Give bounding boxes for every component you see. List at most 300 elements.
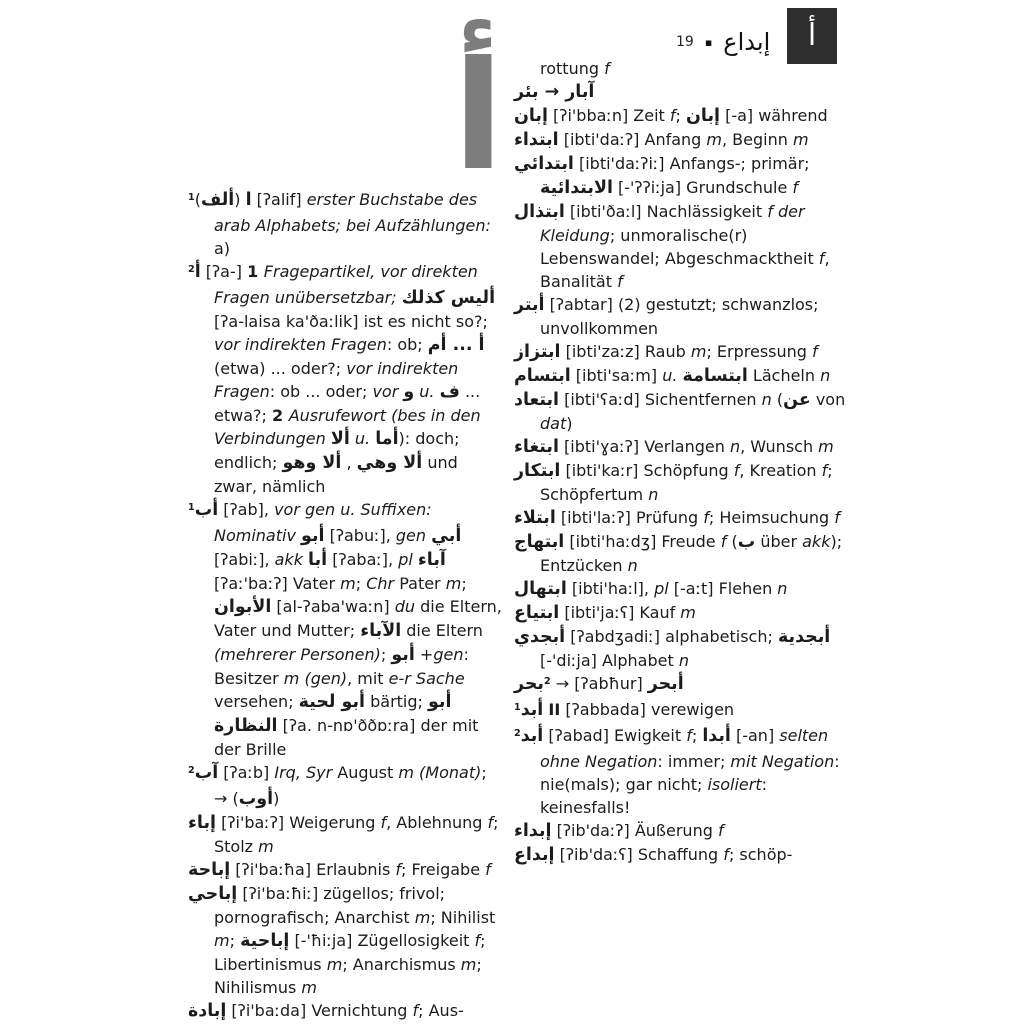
arabic-text: أما <box>375 429 399 449</box>
dictionary-entry <box>514 57 847 80</box>
entry-text: ; <box>355 574 367 593</box>
entry-text: m <box>792 130 809 149</box>
entry-text: Anfangs-; primär; <box>669 154 810 173</box>
entry-text: n <box>820 366 831 385</box>
entry-text: f <box>723 845 729 864</box>
phonetic-transcription: [ʔabħur] <box>574 674 648 693</box>
phonetic-transcription: [-'ħiːja] <box>289 931 358 950</box>
phonetic-transcription: [ʔa-laisa ka'ðaːlik] <box>214 312 364 331</box>
entry-text: zügellos; frivol; pornografisch; Anarchist <box>214 884 446 927</box>
phonetic-transcription: [ibti'ɣaːʔ] <box>558 437 645 456</box>
entry-text: ... etwa?; <box>214 382 481 425</box>
arabic-text: ابتغاء <box>514 437 559 457</box>
entry-text: f der Kleidung <box>540 202 805 245</box>
entry-text: f <box>717 821 724 840</box>
entry-text: f <box>792 178 799 197</box>
phonetic-transcription: [ʔaːb] <box>218 763 275 782</box>
dictionary-entry <box>514 364 847 388</box>
entry-text: , <box>341 453 357 472</box>
phonetic-transcription: [ibti'kaːr] <box>560 461 644 480</box>
dictionary-entry <box>514 128 847 152</box>
entry-text: vor <box>372 382 404 401</box>
entry-text: bärtig; <box>365 692 428 711</box>
entry-text: Zeit <box>633 106 670 125</box>
entry-text: ; unmoralische(r) Lebenswandel; Abgeschmacktheit <box>540 226 819 268</box>
entry-text: Weigerung <box>289 813 381 832</box>
entry-text: , <box>264 550 275 569</box>
page-header <box>676 28 770 56</box>
phonetic-transcription: [ʔi'baːħa] <box>230 860 317 879</box>
entry-text: : Besitzer <box>214 645 469 688</box>
entry-text: ; schöp- <box>728 845 793 864</box>
entry-text: Lächeln <box>747 366 821 385</box>
entry-text: du <box>394 597 421 616</box>
dictionary-entry <box>514 459 847 506</box>
entry-text: f <box>395 860 402 879</box>
entry-text: ; Stolz <box>214 813 499 856</box>
entry-text: ; Heimsuchung <box>708 508 835 527</box>
arabic-text: إبداع <box>514 845 555 865</box>
arabic-text: أبدا <box>702 726 731 746</box>
phonetic-transcription: [-an] <box>730 726 780 745</box>
dictionary-entry <box>514 435 847 459</box>
arabic-text: أبي <box>431 526 462 546</box>
homograph-superscript: 2 <box>188 263 195 275</box>
entry-text: m <box>340 574 356 593</box>
phonetic-transcription: [ʔabbada] <box>565 700 652 719</box>
dictionary-entry <box>514 698 847 724</box>
entry-text: dat <box>540 414 567 433</box>
phonetic-transcription: [ibti'haːl] <box>566 579 644 598</box>
entry-text: pl <box>654 579 674 598</box>
entry-text: August <box>337 763 399 782</box>
entry-text: vor indirekten Fragen <box>214 359 459 401</box>
entry-text: Fragepartikel, vor direkten Fragen unübersetzbar; <box>214 262 478 307</box>
entry-text: m <box>214 931 230 950</box>
entry-text: gen <box>433 645 464 664</box>
arabic-text: إباء <box>188 813 216 833</box>
phonetic-transcription: [ibti'jaːʕ] <box>559 603 640 622</box>
entry-text: und zwar, nämlich <box>214 453 458 496</box>
entry-text: Sichentfernen <box>644 390 762 409</box>
entry-text: akk <box>802 532 831 551</box>
phonetic-transcription: [ibti'daːʔiː] <box>573 154 670 173</box>
arabic-text: إبادة <box>188 1001 227 1021</box>
entry-text: f <box>818 249 825 268</box>
arabic-text: إبان <box>514 106 548 126</box>
phonetic-transcription: [ibti'zaːz] <box>560 342 645 361</box>
entry-text: ; <box>229 931 241 950</box>
header-guide-word: إبداع <box>723 28 771 56</box>
entry-text: der mit der Brille <box>214 716 479 759</box>
entry-text: f <box>474 931 481 950</box>
arabic-text: ب <box>737 532 756 552</box>
homograph-superscript: 1 <box>188 191 195 203</box>
arabic-text: أوب <box>238 789 274 809</box>
phonetic-transcription: [-'ʔʔiːja] <box>612 178 687 197</box>
entry-text: f <box>703 508 709 527</box>
bullet-separator-icon: ▪ <box>704 35 713 49</box>
entry-text: ist es nicht so?; <box>363 312 488 331</box>
entry-text: n <box>777 579 788 598</box>
entry-text: Vernichtung <box>311 1001 413 1020</box>
entry-text: e-r Sache <box>388 669 465 688</box>
entry-text: ; → ( <box>214 763 487 808</box>
arabic-text: أبجدي <box>514 627 566 647</box>
entry-text: m (Monat) <box>398 763 482 782</box>
dictionary-entry <box>514 843 847 867</box>
phonetic-transcription: [ʔa-] <box>200 262 248 281</box>
phonetic-transcription: [al-ʔaba'waːn] <box>271 597 395 616</box>
entry-text: ; Aus- <box>418 1001 464 1020</box>
entry-text: n <box>761 390 772 409</box>
entry-text: ) <box>234 190 246 209</box>
entry-text: f <box>669 106 676 125</box>
entry-text: Flehen <box>718 579 778 598</box>
entry-text: : immer; <box>657 752 731 771</box>
entry-text: ; Freigabe <box>401 860 486 879</box>
dictionary-entry <box>188 498 504 761</box>
entry-text: ( <box>771 390 784 409</box>
dictionary-entry <box>188 811 504 858</box>
homograph-superscript: 1 <box>514 701 521 713</box>
arabic-text: ابتسامة <box>682 366 748 386</box>
phonetic-transcription: [ibti'ʕaːd] <box>558 390 645 409</box>
entry-text: selten ohne Negation <box>540 726 829 771</box>
arabic-text: آباء <box>417 550 446 570</box>
arabic-text: ابتعاد <box>514 390 559 410</box>
arabic-text: أ ... أم <box>427 335 485 355</box>
dictionary-entry <box>514 104 847 128</box>
phonetic-transcription: [ibti'daːʔ] <box>558 130 645 149</box>
entry-text: f <box>487 813 494 832</box>
arabic-text: آبار → بئر <box>514 82 595 102</box>
phonetic-transcription: [ʔab] <box>218 500 264 519</box>
entry-text: Nachlässigkeit <box>646 202 768 221</box>
entry-text: gen <box>395 526 432 545</box>
entry-text: Schaffung <box>637 845 724 864</box>
dictionary-entry <box>188 882 504 999</box>
arabic-text: أب <box>194 500 219 520</box>
entry-text: ; Schöpfertum <box>540 461 833 504</box>
entry-text: m <box>680 603 696 622</box>
arabic-text: ألا وهي <box>356 453 423 473</box>
entry-text: (2) gestutzt; schwanzlos; unvollkommen <box>540 295 819 338</box>
dictionary-entry <box>514 601 847 625</box>
arabic-text: إبان <box>686 106 720 126</box>
entry-text: ) <box>566 414 573 433</box>
entry-text: vor gen u. Suffixen: Nominativ <box>214 500 432 545</box>
entry-text: → <box>550 674 575 693</box>
right-column <box>514 57 847 867</box>
arabic-text: ألا وهو <box>282 453 342 473</box>
dictionary-entry <box>514 672 847 698</box>
entry-text: , Beginn <box>722 130 793 149</box>
dictionary-entry <box>514 152 847 200</box>
arabic-text: إبداء <box>514 821 552 841</box>
phonetic-transcription: [ʔib'daːʕ] <box>554 845 638 864</box>
phonetic-transcription: [ʔabaː] <box>327 550 389 569</box>
entry-text: ( <box>726 532 738 551</box>
dictionary-entry <box>514 724 847 819</box>
arabic-text: إباحية <box>240 931 290 951</box>
entry-text: : ob; <box>386 335 428 354</box>
entry-text: : ob ... oder; <box>269 382 373 401</box>
phonetic-transcription: [ibti'ðaːl] <box>564 202 647 221</box>
dictionary-entry <box>188 761 504 811</box>
entry-text: f <box>720 532 727 551</box>
arabic-text: أبتر <box>514 295 545 315</box>
entry-text: ; <box>675 106 687 125</box>
arabic-text: إباحة <box>188 860 231 880</box>
entry-text: Grundschule <box>686 178 793 197</box>
arabic-text: ابتهاج <box>514 532 565 552</box>
entry-text: Alphabet <box>601 651 679 670</box>
arabic-text: أبحر <box>647 674 684 694</box>
entry-text: versehen; <box>214 692 299 711</box>
entry-text: (mehrerer Personen) <box>214 645 381 664</box>
dictionary-entry <box>514 530 847 577</box>
entry-text: die Eltern <box>401 621 483 640</box>
entry-text: Erlaubnis <box>316 860 396 879</box>
entry-text: mit Negation <box>730 752 835 771</box>
entry-text: isoliert <box>707 775 762 794</box>
phonetic-transcription: [ʔi'bbaːn] <box>547 106 634 125</box>
phonetic-transcription: [ʔabad] <box>543 726 615 745</box>
entry-text: ; Nihilist <box>430 908 496 927</box>
entry-text: Ewigkeit <box>614 726 687 745</box>
arabic-text: ابتسام <box>514 366 571 386</box>
arabic-text: الابتدائية <box>540 178 613 198</box>
entry-text: , <box>385 526 396 545</box>
entry-text: Chr <box>366 574 400 593</box>
dictionary-entry <box>188 858 504 882</box>
phonetic-transcription: [ʔi'baːʔ] <box>216 813 290 832</box>
phonetic-transcription: [-'diːja] <box>540 651 602 670</box>
entry-text: (etwa) ... oder?; <box>214 359 347 378</box>
phonetic-transcription: [ʔabuː] <box>324 526 386 545</box>
entry-text: f <box>412 1001 419 1020</box>
dictionary-entry <box>188 188 504 260</box>
entry-text: ; Anarchismus <box>342 955 461 974</box>
arabic-text: ابتكار <box>514 461 561 481</box>
phonetic-transcription: [ʔabiː] <box>214 550 265 569</box>
arabic-text: ا <box>245 190 252 210</box>
dictionary-entry <box>514 506 847 530</box>
phonetic-transcription: [ibti'laːʔ] <box>555 508 636 527</box>
entry-text: : nie(mals); gar nicht; <box>540 752 840 794</box>
phonetic-transcription: [ʔib'daːʔ] <box>551 821 635 840</box>
left-column <box>188 30 504 1023</box>
phonetic-transcription: [ibti'saːm] <box>570 366 663 385</box>
entry-text: , Kreation <box>739 461 822 480</box>
arabic-text: أبا <box>308 550 328 570</box>
entry-text: Raub <box>644 342 691 361</box>
entry-text: II <box>548 700 561 719</box>
arabic-text: ابتزاز <box>514 342 561 362</box>
phonetic-transcription: [ʔabdʒadiː] <box>565 627 666 646</box>
entry-text: f <box>812 342 818 361</box>
arabic-text: الآباء <box>360 621 402 641</box>
entry-text: von <box>810 390 846 409</box>
arabic-text: بحر <box>514 674 544 694</box>
entry-text: f <box>604 59 610 78</box>
arabic-text: ألف <box>200 190 235 210</box>
dictionary-entry <box>514 577 847 601</box>
arabic-text: ابتداء <box>514 130 559 150</box>
tab-letter: أ <box>807 18 817 53</box>
entry-text: f <box>733 461 740 480</box>
entry-text: n <box>729 437 741 456</box>
homograph-superscript: 2 <box>543 675 551 687</box>
dictionary-entry <box>514 200 847 293</box>
entry-text: m <box>326 955 343 974</box>
entry-text: m <box>445 574 462 593</box>
entry-text: 1 <box>247 262 264 281</box>
arabic-text: أبد <box>520 700 544 720</box>
entry-text: f <box>380 813 387 832</box>
arabic-text: إباحي <box>188 884 238 904</box>
dictionary-entry <box>514 340 847 364</box>
entry-text: vor indirekten Fragen <box>214 335 387 354</box>
entry-text: m <box>818 437 834 456</box>
entry-text: während <box>758 106 828 125</box>
dictionary-entry <box>514 819 847 843</box>
phonetic-transcription: [ʔalif] <box>251 190 307 209</box>
entry-text: ; <box>380 645 392 664</box>
entry-text: Kauf <box>639 603 681 622</box>
entry-text: a) <box>214 239 231 258</box>
entry-text: ) <box>273 789 280 808</box>
arabic-text: ابتياع <box>514 603 560 623</box>
dictionary-entry <box>514 388 847 435</box>
arabic-text: أبد <box>520 726 544 746</box>
entry-text: Vater <box>292 574 341 593</box>
homograph-superscript: 2 <box>188 764 195 776</box>
entry-text: , <box>263 500 275 519</box>
entry-text: Zügellosigkeit <box>357 931 475 950</box>
entry-text: rottung <box>540 59 605 78</box>
entry-text: Ausrufewort (bes in den Verbindungen <box>214 406 481 448</box>
entry-text: f <box>617 272 623 291</box>
phonetic-transcription: [ʔabtar] <box>544 295 618 314</box>
entry-text: ; Libertinismus <box>214 931 486 974</box>
entry-text: f <box>821 461 828 480</box>
arabic-text: أبو النظارة <box>214 692 452 736</box>
entry-text: m <box>690 342 707 361</box>
entry-text: Anfang <box>644 130 707 149</box>
entry-text: ); Entzücken <box>540 532 843 575</box>
phonetic-transcription: [ʔi'baːħiː] <box>237 884 324 903</box>
entry-text: Freude <box>661 532 721 551</box>
arabic-text: أبو <box>391 645 415 665</box>
arabic-text: أبو <box>301 526 325 546</box>
entry-text: , Banalität <box>540 249 830 291</box>
entry-text: u. <box>662 366 683 385</box>
entry-text: , Ablehnung <box>386 813 488 832</box>
entry-text: + <box>414 645 434 664</box>
entry-text: n <box>627 556 638 575</box>
arabic-text: الأبوان <box>214 597 272 617</box>
phonetic-transcription: [ʔa. n-nɒ'ððɒːra] <box>277 716 421 735</box>
phonetic-transcription: [ʔaː'baːʔ] <box>214 574 293 593</box>
entry-text: m <box>706 130 722 149</box>
arabic-text: و <box>403 382 415 402</box>
entry-text: f <box>485 860 491 879</box>
entry-text: Irq, Syr <box>274 763 338 782</box>
arabic-text: أبو لحية <box>298 692 366 712</box>
arabic-text: ابتهال <box>514 579 567 599</box>
entry-text: m <box>258 837 274 856</box>
dictionary-entry <box>514 293 847 340</box>
phonetic-transcription: [ʔi'baːda] <box>226 1001 312 1020</box>
entry-text: , mit <box>347 669 389 688</box>
dictionary-entry <box>514 625 847 672</box>
entry-text: erster Buchstabe des arab Alphabets; bei Aufzählungen: <box>214 190 491 235</box>
entry-text: über <box>755 532 803 551</box>
entry-text: alphabetisch; <box>665 627 778 646</box>
entry-text: n <box>648 485 659 504</box>
entry-text: Prüfung <box>636 508 704 527</box>
arabic-text: أليس كذلك <box>401 288 496 308</box>
entry-text: ; <box>691 726 703 745</box>
arabic-text: أبجدية <box>777 627 831 647</box>
entry-text: : keinesfalls! <box>540 775 768 817</box>
entry-text: u. <box>414 382 440 401</box>
homograph-superscript: 2 <box>514 727 521 739</box>
entry-text: ): doch; endlich; <box>214 429 460 472</box>
entry-text: m (gen) <box>283 669 348 688</box>
arabic-text: ابتدائي <box>514 154 574 174</box>
phonetic-transcription: [-aːt] <box>673 579 719 598</box>
arabic-text: أ <box>194 262 201 282</box>
entry-text: , <box>388 550 399 569</box>
entry-text: Pater <box>399 574 446 593</box>
entry-text: verewigen <box>651 700 735 719</box>
entry-text: m <box>301 978 317 997</box>
entry-text: m <box>414 908 431 927</box>
entry-text: die Eltern, Vater und Mutter; <box>214 597 502 640</box>
entry-text: ; Nihilismus <box>214 955 482 997</box>
entry-text: , Wunsch <box>740 437 819 456</box>
dictionary-entry <box>188 999 504 1023</box>
entry-text: f <box>686 726 692 745</box>
entry-text: Schöpfung <box>643 461 734 480</box>
phonetic-transcription: [ibti'haːdʒ] <box>564 532 662 551</box>
entry-text: ; Erpressung <box>706 342 813 361</box>
dictionary-entry <box>188 260 504 498</box>
entry-text: ; <box>461 574 467 593</box>
section-letter: أ <box>452 30 504 204</box>
entry-text: m <box>460 955 477 974</box>
entry-text: pl <box>398 550 418 569</box>
left-column-entries <box>188 188 504 1023</box>
entry-text: , <box>643 579 655 598</box>
homograph-superscript: 1 <box>188 501 195 513</box>
arabic-text: ف <box>439 382 460 402</box>
entry-text: f <box>834 508 840 527</box>
arabic-text: آب <box>194 763 219 783</box>
entry-text: n <box>678 651 689 670</box>
page-number: 19 <box>676 34 694 50</box>
dictionary-entry <box>514 80 847 104</box>
entry-text: 2 <box>271 406 289 425</box>
entry-text: u. <box>349 429 376 448</box>
arabic-text: ألا <box>330 429 350 449</box>
arabic-text: ابتذال <box>514 202 565 222</box>
phonetic-transcription: [-a] <box>719 106 759 125</box>
entry-text: Verlangen <box>644 437 730 456</box>
